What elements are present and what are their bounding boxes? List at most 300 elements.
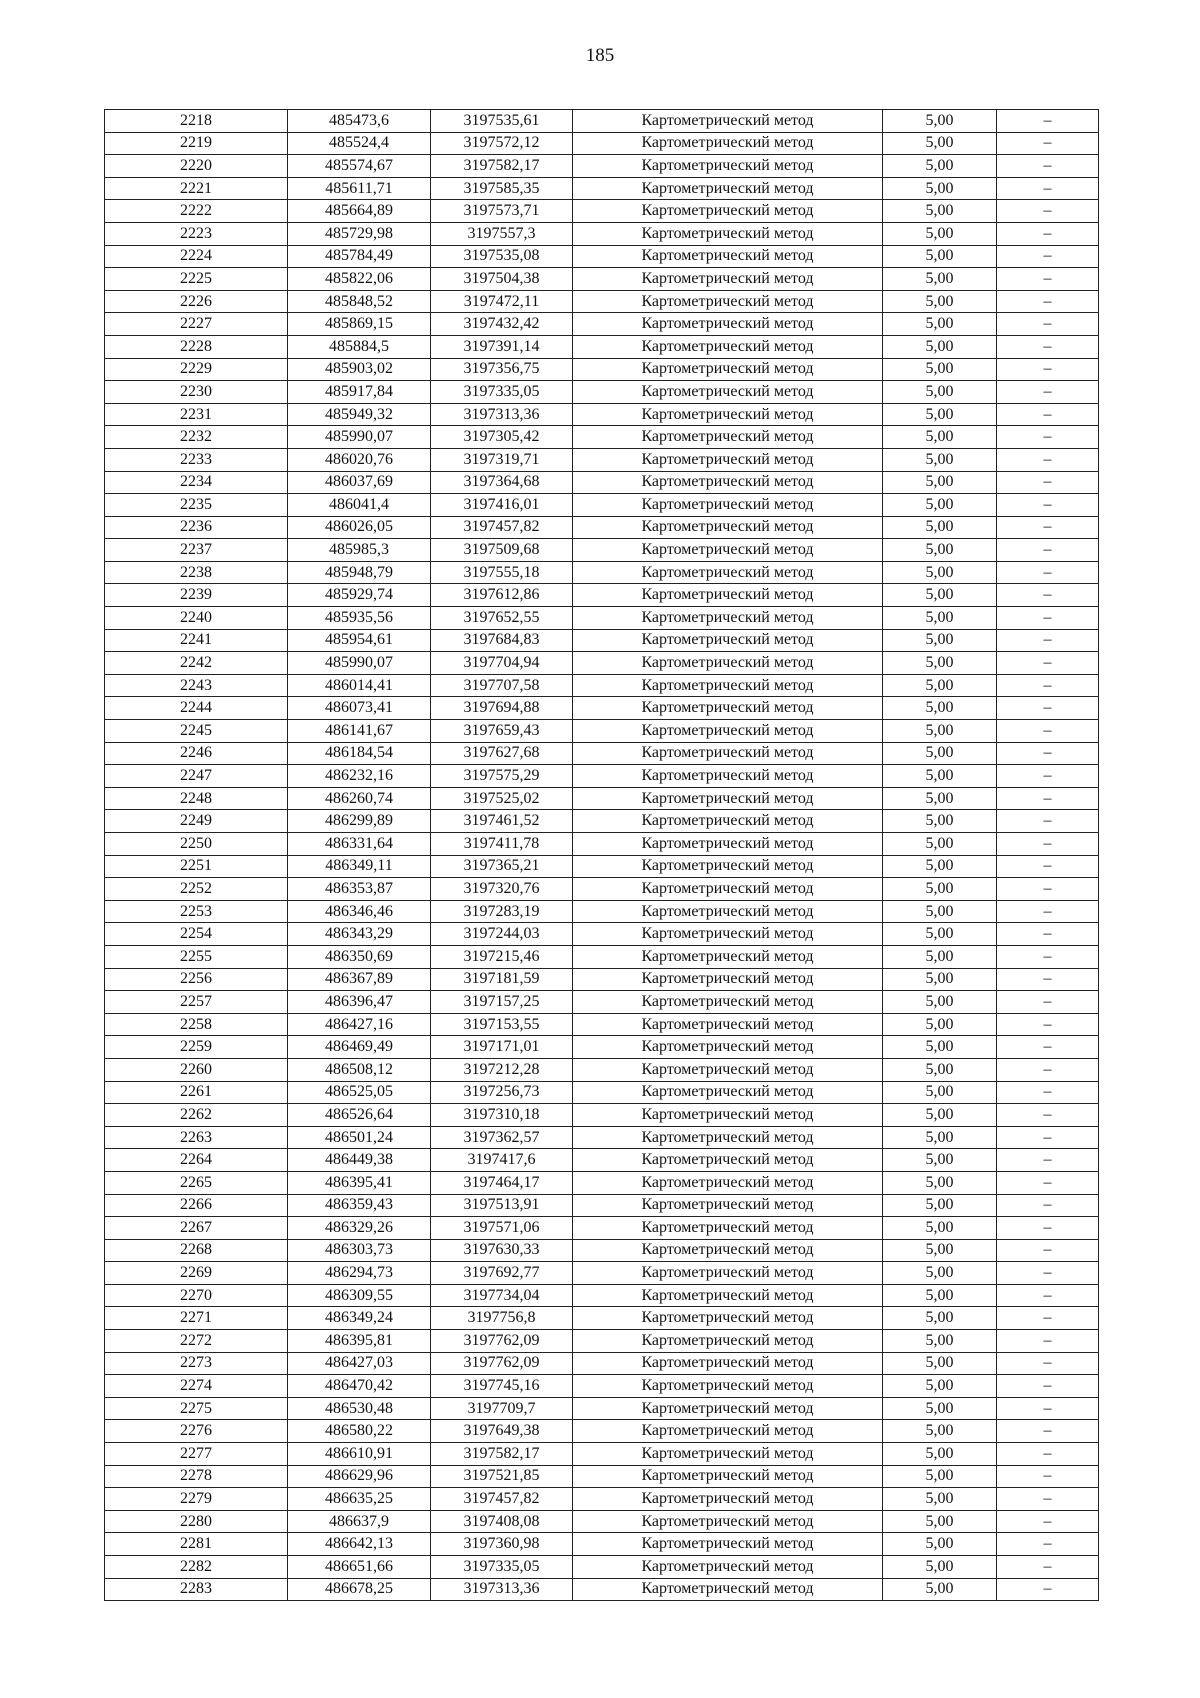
point-number-cell: 2218 [105,110,288,133]
table-row [105,222,1099,245]
method-cell: Картометрический метод [573,268,883,291]
y-coordinate-cell: 3197756,8 [431,1307,573,1330]
x-coordinate-cell: 486041,4 [288,494,431,517]
method-cell: Картометрический метод [573,381,883,404]
accuracy-cell: 5,00 [883,652,997,675]
table-row [105,991,1099,1014]
accuracy-cell: 5,00 [883,290,997,313]
table-row [105,245,1099,268]
table-row [105,177,1099,200]
point-number-cell: 2246 [105,742,288,765]
method-cell: Картометрический метод [573,923,883,946]
method-cell: Картометрический метод [573,1465,883,1488]
accuracy-cell: 5,00 [883,742,997,765]
method-cell: Картометрический метод [573,313,883,336]
table-row [105,900,1099,923]
method-cell: Картометрический метод [573,1239,883,1262]
point-number-cell: 2224 [105,245,288,268]
x-coordinate-cell: 486303,73 [288,1239,431,1262]
table-row [105,426,1099,449]
accuracy-cell: 5,00 [883,697,997,720]
method-cell: Картометрический метод [573,652,883,675]
table-row [105,539,1099,562]
x-coordinate-cell: 486526,64 [288,1104,431,1127]
x-coordinate-cell: 486026,05 [288,516,431,539]
accuracy-cell: 5,00 [883,381,997,404]
method-cell: Картометрический метод [573,245,883,268]
x-coordinate-cell: 486395,81 [288,1330,431,1353]
point-number-cell: 2272 [105,1330,288,1353]
x-coordinate-cell: 486427,03 [288,1352,431,1375]
table-row [105,561,1099,584]
description-cell: – [997,968,1099,991]
y-coordinate-cell: 3197704,94 [431,652,573,675]
description-cell: – [997,155,1099,178]
description-cell: – [997,1104,1099,1127]
x-coordinate-cell: 485664,89 [288,200,431,223]
x-coordinate-cell: 485884,5 [288,335,431,358]
table-row [105,155,1099,178]
table-row [105,810,1099,833]
x-coordinate-cell: 486343,29 [288,923,431,946]
y-coordinate-cell: 3197649,38 [431,1420,573,1443]
point-number-cell: 2241 [105,629,288,652]
table-row [105,1149,1099,1172]
x-coordinate-cell: 486014,41 [288,674,431,697]
method-cell: Картометрический метод [573,561,883,584]
description-cell: – [997,313,1099,336]
accuracy-cell: 5,00 [883,720,997,743]
y-coordinate-cell: 3197461,52 [431,810,573,833]
method-cell: Картометрический метод [573,1510,883,1533]
accuracy-cell: 5,00 [883,833,997,856]
description-cell: – [997,855,1099,878]
method-cell: Картометрический метод [573,945,883,968]
x-coordinate-cell: 486395,41 [288,1171,431,1194]
accuracy-cell: 5,00 [883,1533,997,1556]
method-cell: Картометрический метод [573,1262,883,1285]
description-cell: – [997,878,1099,901]
point-number-cell: 2230 [105,381,288,404]
table-row [105,1375,1099,1398]
table-row [105,720,1099,743]
point-number-cell: 2280 [105,1510,288,1533]
method-cell: Картометрический метод [573,1533,883,1556]
table-row [105,132,1099,155]
accuracy-cell: 5,00 [883,1375,997,1398]
y-coordinate-cell: 3197335,05 [431,1556,573,1579]
method-cell: Картометрический метод [573,674,883,697]
method-cell: Картометрический метод [573,1171,883,1194]
description-cell: – [997,1375,1099,1398]
method-cell: Картометрический метод [573,1352,883,1375]
y-coordinate-cell: 3197694,88 [431,697,573,720]
y-coordinate-cell: 3197212,28 [431,1058,573,1081]
method-cell: Картометрический метод [573,1578,883,1601]
method-cell: Картометрический метод [573,426,883,449]
description-cell: – [997,494,1099,517]
x-coordinate-cell: 486449,38 [288,1149,431,1172]
table-row [105,1352,1099,1375]
method-cell: Картометрический метод [573,855,883,878]
y-coordinate-cell: 3197283,19 [431,900,573,923]
point-number-cell: 2242 [105,652,288,675]
method-cell: Картометрический метод [573,335,883,358]
y-coordinate-cell: 3197521,85 [431,1465,573,1488]
point-number-cell: 2239 [105,584,288,607]
x-coordinate-cell: 486396,47 [288,991,431,1014]
y-coordinate-cell: 3197734,04 [431,1284,573,1307]
table-row [105,335,1099,358]
point-number-cell: 2262 [105,1104,288,1127]
y-coordinate-cell: 3197745,16 [431,1375,573,1398]
point-number-cell: 2254 [105,923,288,946]
description-cell: – [997,1443,1099,1466]
method-cell: Картометрический метод [573,177,883,200]
x-coordinate-cell: 485822,06 [288,268,431,291]
table-row [105,268,1099,291]
description-cell: – [997,1330,1099,1353]
method-cell: Картометрический метод [573,1397,883,1420]
description-cell: – [997,765,1099,788]
method-cell: Картометрический метод [573,1194,883,1217]
accuracy-cell: 5,00 [883,1397,997,1420]
y-coordinate-cell: 3197313,36 [431,403,573,426]
x-coordinate-cell: 486525,05 [288,1081,431,1104]
point-number-cell: 2274 [105,1375,288,1398]
y-coordinate-cell: 3197652,55 [431,607,573,630]
method-cell: Картометрический метод [573,403,883,426]
method-cell: Картометрический метод [573,878,883,901]
x-coordinate-cell: 486530,48 [288,1397,431,1420]
y-coordinate-cell: 3197535,61 [431,110,573,133]
x-coordinate-cell: 486508,12 [288,1058,431,1081]
accuracy-cell: 5,00 [883,268,997,291]
y-coordinate-cell: 3197157,25 [431,991,573,1014]
method-cell: Картометрический метод [573,765,883,788]
description-cell: – [997,1081,1099,1104]
point-number-cell: 2277 [105,1443,288,1466]
table-row [105,1239,1099,1262]
description-cell: – [997,1217,1099,1240]
coordinates-table [104,109,1099,1601]
table-row [105,494,1099,517]
point-number-cell: 2233 [105,448,288,471]
table-row [105,1397,1099,1420]
y-coordinate-cell: 3197571,06 [431,1217,573,1240]
table-row [105,652,1099,675]
table-row [105,358,1099,381]
table-row [105,1194,1099,1217]
description-cell: – [997,1262,1099,1285]
table-row [105,787,1099,810]
x-coordinate-cell: 486299,89 [288,810,431,833]
point-number-cell: 2245 [105,720,288,743]
x-coordinate-cell: 485949,32 [288,403,431,426]
table-row [105,855,1099,878]
point-number-cell: 2226 [105,290,288,313]
y-coordinate-cell: 3197305,42 [431,426,573,449]
accuracy-cell: 5,00 [883,1126,997,1149]
accuracy-cell: 5,00 [883,1171,997,1194]
x-coordinate-cell: 486141,67 [288,720,431,743]
description-cell: – [997,1194,1099,1217]
table-row [105,945,1099,968]
point-number-cell: 2271 [105,1307,288,1330]
method-cell: Картометрический метод [573,110,883,133]
point-number-cell: 2228 [105,335,288,358]
accuracy-cell: 5,00 [883,1036,997,1059]
table-row [105,1578,1099,1601]
x-coordinate-cell: 485611,71 [288,177,431,200]
x-coordinate-cell: 486427,16 [288,1013,431,1036]
y-coordinate-cell: 3197762,09 [431,1330,573,1353]
description-cell: – [997,674,1099,697]
x-coordinate-cell: 486637,9 [288,1510,431,1533]
description-cell: – [997,426,1099,449]
x-coordinate-cell: 486629,96 [288,1465,431,1488]
method-cell: Картометрический метод [573,222,883,245]
accuracy-cell: 5,00 [883,539,997,562]
method-cell: Картометрический метод [573,900,883,923]
accuracy-cell: 5,00 [883,516,997,539]
x-coordinate-cell: 485990,07 [288,426,431,449]
x-coordinate-cell: 485990,07 [288,652,431,675]
accuracy-cell: 5,00 [883,810,997,833]
x-coordinate-cell: 486359,43 [288,1194,431,1217]
point-number-cell: 2264 [105,1149,288,1172]
description-cell: – [997,697,1099,720]
accuracy-cell: 5,00 [883,1262,997,1285]
table-row [105,110,1099,133]
method-cell: Картометрический метод [573,200,883,223]
accuracy-cell: 5,00 [883,1058,997,1081]
accuracy-cell: 5,00 [883,1443,997,1466]
description-cell: – [997,833,1099,856]
x-coordinate-cell: 485917,84 [288,381,431,404]
method-cell: Картометрический метод [573,1443,883,1466]
table-row [105,607,1099,630]
point-number-cell: 2234 [105,471,288,494]
table-row [105,968,1099,991]
x-coordinate-cell: 486020,76 [288,448,431,471]
description-cell: – [997,1510,1099,1533]
accuracy-cell: 5,00 [883,1556,997,1579]
x-coordinate-cell: 485729,98 [288,222,431,245]
accuracy-cell: 5,00 [883,1239,997,1262]
method-cell: Картометрический метод [573,968,883,991]
description-cell: – [997,787,1099,810]
point-number-cell: 2283 [105,1578,288,1601]
y-coordinate-cell: 3197555,18 [431,561,573,584]
x-coordinate-cell: 486353,87 [288,878,431,901]
accuracy-cell: 5,00 [883,313,997,336]
accuracy-cell: 5,00 [883,923,997,946]
x-coordinate-cell: 485869,15 [288,313,431,336]
y-coordinate-cell: 3197525,02 [431,787,573,810]
method-cell: Картометрический метод [573,833,883,856]
point-number-cell: 2227 [105,313,288,336]
method-cell: Картометрический метод [573,448,883,471]
description-cell: – [997,720,1099,743]
point-number-cell: 2243 [105,674,288,697]
point-number-cell: 2236 [105,516,288,539]
y-coordinate-cell: 3197472,11 [431,290,573,313]
description-cell: – [997,607,1099,630]
accuracy-cell: 5,00 [883,471,997,494]
y-coordinate-cell: 3197582,17 [431,155,573,178]
method-cell: Картометрический метод [573,1013,883,1036]
accuracy-cell: 5,00 [883,1217,997,1240]
table-row [105,1036,1099,1059]
description-cell: – [997,1533,1099,1556]
y-coordinate-cell: 3197319,71 [431,448,573,471]
point-number-cell: 2220 [105,155,288,178]
accuracy-cell: 5,00 [883,1465,997,1488]
table-row [105,290,1099,313]
y-coordinate-cell: 3197535,08 [431,245,573,268]
description-cell: – [997,1420,1099,1443]
table-row [105,1488,1099,1511]
table-row [105,200,1099,223]
y-coordinate-cell: 3197215,46 [431,945,573,968]
description-cell: – [997,471,1099,494]
point-number-cell: 2255 [105,945,288,968]
y-coordinate-cell: 3197627,68 [431,742,573,765]
accuracy-cell: 5,00 [883,607,997,630]
point-number-cell: 2269 [105,1262,288,1285]
accuracy-cell: 5,00 [883,110,997,133]
x-coordinate-cell: 485954,61 [288,629,431,652]
y-coordinate-cell: 3197612,86 [431,584,573,607]
table-row [105,1013,1099,1036]
accuracy-cell: 5,00 [883,1488,997,1511]
y-coordinate-cell: 3197356,75 [431,358,573,381]
x-coordinate-cell: 485784,49 [288,245,431,268]
table-row [105,403,1099,426]
description-cell: – [997,381,1099,404]
y-coordinate-cell: 3197244,03 [431,923,573,946]
table-row [105,1465,1099,1488]
point-number-cell: 2270 [105,1284,288,1307]
table-row [105,1126,1099,1149]
accuracy-cell: 5,00 [883,991,997,1014]
point-number-cell: 2279 [105,1488,288,1511]
table-row [105,1284,1099,1307]
description-cell: – [997,991,1099,1014]
accuracy-cell: 5,00 [883,245,997,268]
table-row [105,381,1099,404]
x-coordinate-cell: 485948,79 [288,561,431,584]
table-row [105,1217,1099,1240]
accuracy-cell: 5,00 [883,426,997,449]
method-cell: Картометрический метод [573,155,883,178]
description-cell: – [997,1149,1099,1172]
y-coordinate-cell: 3197585,35 [431,177,573,200]
description-cell: – [997,448,1099,471]
x-coordinate-cell: 486349,11 [288,855,431,878]
table-row [105,878,1099,901]
accuracy-cell: 5,00 [883,335,997,358]
y-coordinate-cell: 3197417,6 [431,1149,573,1172]
x-coordinate-cell: 486349,24 [288,1307,431,1330]
point-number-cell: 2247 [105,765,288,788]
table-row [105,1556,1099,1579]
accuracy-cell: 5,00 [883,968,997,991]
description-cell: – [997,403,1099,426]
point-number-cell: 2256 [105,968,288,991]
y-coordinate-cell: 3197313,36 [431,1578,573,1601]
description-cell: – [997,1465,1099,1488]
point-number-cell: 2240 [105,607,288,630]
accuracy-cell: 5,00 [883,1307,997,1330]
point-number-cell: 2235 [105,494,288,517]
description-cell: – [997,268,1099,291]
x-coordinate-cell: 485473,6 [288,110,431,133]
table-row [105,584,1099,607]
method-cell: Картометрический метод [573,1420,883,1443]
accuracy-cell: 5,00 [883,132,997,155]
x-coordinate-cell: 486073,41 [288,697,431,720]
description-cell: – [997,539,1099,562]
y-coordinate-cell: 3197684,83 [431,629,573,652]
accuracy-cell: 5,00 [883,1081,997,1104]
x-coordinate-cell: 486232,16 [288,765,431,788]
method-cell: Картометрический метод [573,607,883,630]
accuracy-cell: 5,00 [883,1420,997,1443]
accuracy-cell: 5,00 [883,358,997,381]
x-coordinate-cell: 486329,26 [288,1217,431,1240]
accuracy-cell: 5,00 [883,674,997,697]
y-coordinate-cell: 3197707,58 [431,674,573,697]
y-coordinate-cell: 3197692,77 [431,1262,573,1285]
point-number-cell: 2251 [105,855,288,878]
x-coordinate-cell: 486350,69 [288,945,431,968]
point-number-cell: 2257 [105,991,288,1014]
point-number-cell: 2282 [105,1556,288,1579]
point-number-cell: 2244 [105,697,288,720]
accuracy-cell: 5,00 [883,1510,997,1533]
x-coordinate-cell: 486470,42 [288,1375,431,1398]
accuracy-cell: 5,00 [883,1352,997,1375]
method-cell: Картометрический метод [573,358,883,381]
x-coordinate-cell: 485524,4 [288,132,431,155]
description-cell: – [997,1307,1099,1330]
table-row [105,1510,1099,1533]
point-number-cell: 2223 [105,222,288,245]
y-coordinate-cell: 3197256,73 [431,1081,573,1104]
accuracy-cell: 5,00 [883,1578,997,1601]
description-cell: – [997,1284,1099,1307]
x-coordinate-cell: 485935,56 [288,607,431,630]
y-coordinate-cell: 3197575,29 [431,765,573,788]
method-cell: Картометрический метод [573,516,883,539]
y-coordinate-cell: 3197362,57 [431,1126,573,1149]
description-cell: – [997,516,1099,539]
description-cell: – [997,1488,1099,1511]
table-row [105,1533,1099,1556]
accuracy-cell: 5,00 [883,787,997,810]
method-cell: Картометрический метод [573,1217,883,1240]
y-coordinate-cell: 3197630,33 [431,1239,573,1262]
table-row [105,742,1099,765]
x-coordinate-cell: 485929,74 [288,584,431,607]
y-coordinate-cell: 3197464,17 [431,1171,573,1194]
table-row [105,833,1099,856]
table-row [105,1058,1099,1081]
point-number-cell: 2259 [105,1036,288,1059]
description-cell: – [997,1578,1099,1601]
